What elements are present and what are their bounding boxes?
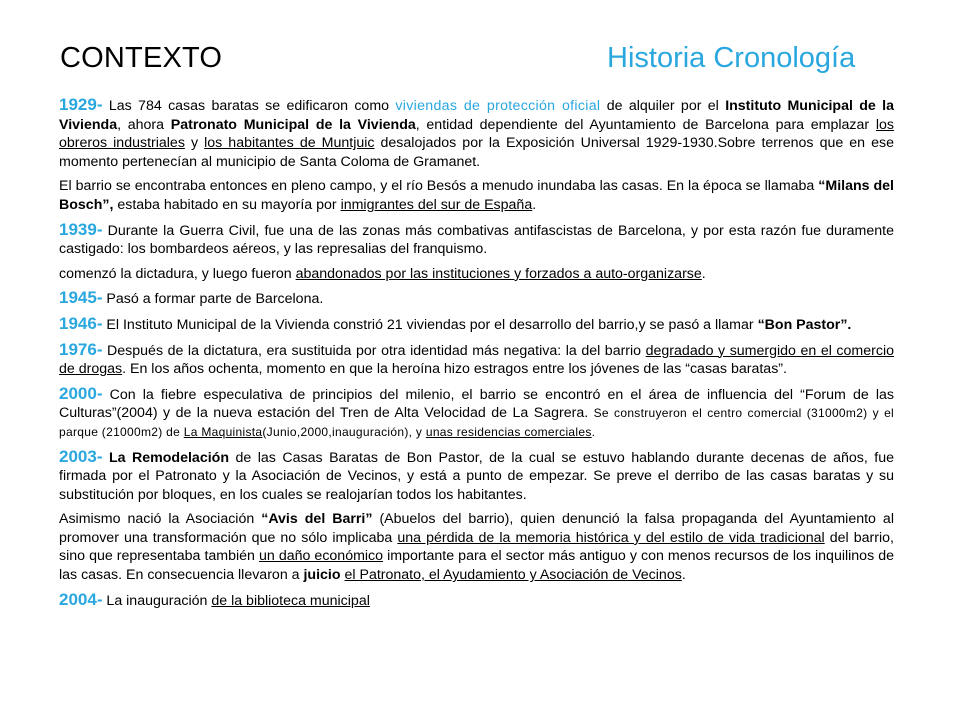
year-label: 2003-	[59, 446, 103, 466]
entry-barrio	[59, 177, 894, 214]
highlight-text: viviendas de protección oficial	[395, 98, 601, 114]
text: Asimismo nació la Asociación	[59, 511, 262, 528]
text: comenzó la dictadura, y luego fueron	[59, 265, 296, 282]
underlined-text: inmigrantes del sur de España	[340, 196, 533, 213]
underlined-text: el Patronato, el Ayudamiento y Asociación de Vecinos	[344, 567, 682, 584]
text: y	[184, 135, 205, 152]
text: Después de la dictatura, era sustituida por otra identidad más negativa: la del barrio	[102, 342, 646, 359]
slide-subtitle: Historia Cronología	[607, 42, 856, 74]
year-label: 1929-	[59, 95, 103, 114]
bold-text: juicio	[303, 567, 341, 584]
text: desalojados por la Exposición Universal 1929-1930.Sobre terrenos que en ese momento pertenecían al municipio de Santa Coloma de Gramanet.	[59, 135, 894, 170]
bold-text: “Avis del Barri”	[261, 511, 373, 528]
year-label: 1939-	[59, 219, 103, 239]
text: .	[681, 567, 686, 584]
underlined-text: una pérdida de la memoria histórica y del estilo de vida tradicional	[397, 529, 825, 546]
text: , ahora	[117, 116, 171, 133]
text: El Instituto Municipal de la Vivienda constrió 21 viviendas por el desarrollo del barrio,y se pasó a llamar	[102, 316, 758, 333]
underlined-text: abandonados por las instituciones y forzados a auto-organizarse	[295, 265, 702, 282]
underlined-text: La Maquinista	[183, 424, 263, 439]
text: estaba habitado en su mayoría por	[113, 196, 341, 213]
text: Durante la Guerra Civil, fue una de las zonas más combativas antifascistas de Barcelona, y por esta razón fue duramente castigado: los bombardeos aéreos, y las represalias del franquismo.	[59, 222, 894, 258]
entry-asimismo	[59, 510, 894, 584]
entry-dictadura	[59, 265, 894, 284]
bold-text: Instituto Municipal de la Vivienda	[59, 98, 894, 133]
text: Con la fiebre especulativa de principios del milenio, el barrio se encontró en el área de influencia del “Forum de las Culturas”(2004) y de la nueva estación del Tren de Alta Velocidad de La Sagrera.	[59, 386, 894, 422]
year-label: 1945-	[59, 288, 103, 308]
underlined-text: los habitantes de Muntjuic	[204, 135, 375, 152]
small-text: Se construyeron el centro comercial (31000m2) y el parque (21000m2) de	[59, 406, 895, 439]
entry-2003	[59, 448, 894, 505]
text: importante para el sector más antiguo y con menos recursos de los inquilinos de las casas. En consecuencia llevaron a	[59, 548, 894, 584]
text: Las 784 casas baratas se edificaron como	[102, 98, 396, 114]
text: Pasó a formar parte de Barcelona.	[102, 291, 324, 308]
timeline-content	[59, 96, 894, 616]
slide-title: CONTEXTO	[60, 42, 223, 74]
year-label: 1946-	[59, 313, 103, 333]
underlined-text: un daño económico	[258, 548, 384, 565]
text: El barrio se encontraba entonces en pleno campo, y el río Besós a menudo inundaba las casas. En la época se llamaba	[59, 178, 819, 195]
entry-1976	[59, 341, 894, 379]
text: del barrio, sino que representaba también	[59, 529, 894, 565]
bold-text: La Remodelación	[102, 449, 229, 466]
entry-1939	[59, 221, 894, 259]
entry-1929	[59, 96, 894, 171]
small-text: .	[591, 424, 596, 439]
bold-text: “Milans del Bosch”,	[59, 178, 894, 213]
text: .	[701, 265, 706, 282]
underlined-text: degradado y sumergido en el comercio de drogas	[59, 342, 894, 378]
text: , entidad dependiente del Ayuntamiento de Barcelona para emplazar	[415, 116, 876, 133]
small-text: (Junio,2000,inauguración), y	[262, 424, 426, 439]
text: La inauguración	[102, 592, 212, 609]
text: (Abuelos del barrio), quien denunció la falsa propaganda del Ayuntamiento al promover una transformación que no sólo implicaba	[59, 511, 894, 546]
underlined-text: unas residencias comerciales	[425, 424, 592, 439]
entry-2004	[59, 591, 894, 611]
text: . En los años ochenta, momento en que la heroína hizo estragos entre los jóvenes de las “casas baratas”.	[122, 361, 787, 378]
bold-text: Patronato Municipal de la Vivienda	[170, 116, 416, 133]
year-label: 1976-	[59, 339, 103, 359]
text: de las Casas Baratas de Bon Pastor, de la cual se estuvo hablando durante decenas de años, fue firmada por el Patronato y la Asociación de Vecinos, y está a punto de empezar. Se preve el derribo de las casas baratas y su substitución por bloques, en los cuales se realojarían todos los habitantes.	[59, 449, 894, 503]
year-label: 2004-	[59, 589, 103, 609]
year-label: 2000-	[59, 383, 103, 403]
text: de alquiler por el	[600, 98, 726, 114]
entry-1945	[59, 289, 894, 309]
entry-2000	[59, 385, 894, 442]
bold-text: “Bon Pastor”.	[757, 316, 852, 333]
underlined-text: los obreros industriales	[59, 116, 894, 152]
text: .	[532, 196, 537, 213]
underlined-text: de la biblioteca municipal	[211, 592, 370, 609]
entry-1946	[59, 315, 894, 335]
